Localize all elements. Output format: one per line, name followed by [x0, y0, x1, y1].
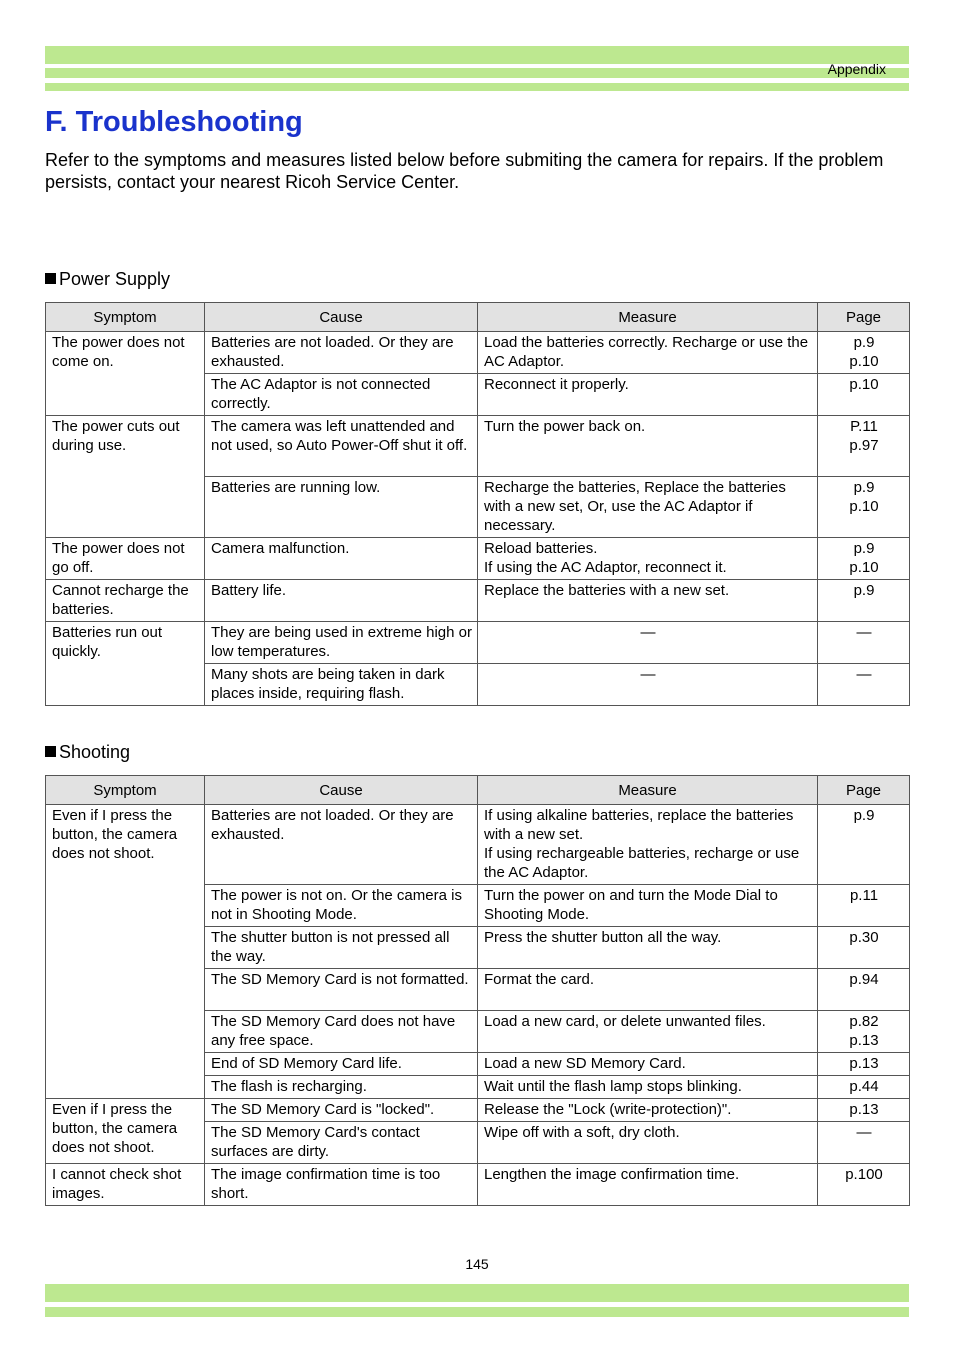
- measure-cell: Reload batteries. If using the AC Adaptor, reconnect it.: [478, 538, 818, 580]
- page-cell: —: [818, 1122, 910, 1164]
- table-row: [46, 580, 910, 622]
- table-row: [46, 538, 910, 580]
- measure-cell: Press the shutter button all the way.: [478, 927, 818, 969]
- symptom-cell: Batteries run out quickly.: [46, 622, 205, 706]
- page-cell: p.13: [818, 1099, 910, 1122]
- page-title: F. Troubleshooting: [45, 106, 303, 138]
- shooting-table: [45, 775, 910, 1206]
- measure-cell: Lengthen the image confirmation time.: [478, 1164, 818, 1206]
- header-band-top: [45, 46, 909, 64]
- cause-cell: Battery life.: [205, 580, 478, 622]
- footer-band-top: [45, 1284, 909, 1302]
- measure-cell: Wait until the flash lamp stops blinking.: [478, 1076, 818, 1099]
- cause-cell: The SD Memory Card is "locked".: [205, 1099, 478, 1122]
- page-cell: p.11: [818, 885, 910, 927]
- column-header-measure: Measure: [478, 303, 818, 332]
- column-header-page: Page: [818, 303, 910, 332]
- symptom-cell: I cannot check shot images.: [46, 1164, 205, 1206]
- page-cell: p.13: [818, 1053, 910, 1076]
- measure-cell: —: [478, 622, 818, 664]
- table-row: [46, 416, 910, 477]
- page-cell: —: [818, 664, 910, 706]
- column-header-cause: Cause: [205, 303, 478, 332]
- symptom-cell: The power does not go off.: [46, 538, 205, 580]
- measure-cell: Wipe off with a soft, dry cloth.: [478, 1122, 818, 1164]
- measure-cell: Load a new card, or delete unwanted files.: [478, 1011, 818, 1053]
- cause-cell: Batteries are not loaded. Or they are exhausted.: [205, 332, 478, 374]
- cause-cell: The image confirmation time is too short.: [205, 1164, 478, 1206]
- power-supply-table: [45, 302, 910, 706]
- measure-cell: Format the card.: [478, 969, 818, 1011]
- page-cell: P.11 p.97: [818, 416, 910, 477]
- cause-cell: They are being used in extreme high or low temperatures.: [205, 622, 478, 664]
- page-number: 145: [465, 1256, 489, 1272]
- table-header-row: [46, 776, 910, 805]
- header-band-middle: [45, 68, 909, 78]
- symptom-cell: The power cuts out during use.: [46, 416, 205, 538]
- shooting-heading-text: Shooting: [59, 742, 131, 762]
- measure-cell: —: [478, 664, 818, 706]
- header-band-bottom: [45, 83, 909, 91]
- cause-cell: The SD Memory Card does not have any free space.: [205, 1011, 478, 1053]
- measure-cell: Load the batteries correctly. Recharge or use the AC Adaptor.: [478, 332, 818, 374]
- cause-cell: The shutter button is not pressed all the way.: [205, 927, 478, 969]
- page-cell: p.9: [818, 580, 910, 622]
- intro-paragraph: Refer to the symptoms and measures listed below before submiting the camera for repairs. If the problem persists, contact your nearest Ricoh Service Center.: [45, 150, 884, 192]
- table-row: [46, 805, 910, 885]
- symptom-cell: Even if I press the button, the camera does not shoot.: [46, 1099, 205, 1164]
- table-row: [46, 1164, 910, 1206]
- symptom-cell: Even if I press the button, the camera does not shoot.: [46, 805, 205, 1099]
- cause-cell: The SD Memory Card is not formatted.: [205, 969, 478, 1011]
- cause-cell: End of SD Memory Card life.: [205, 1053, 478, 1076]
- column-header-cause: Cause: [205, 776, 478, 805]
- page-cell: p.94: [818, 969, 910, 1011]
- column-header-measure: Measure: [478, 776, 818, 805]
- symptom-cell: The power does not come on.: [46, 332, 205, 416]
- column-header-symptom: Symptom: [46, 776, 205, 805]
- page-cell: p.9 p.10: [818, 538, 910, 580]
- measure-cell: Release the "Lock (write-protection)".: [478, 1099, 818, 1122]
- page-cell: —: [818, 622, 910, 664]
- page-cell: p.30: [818, 927, 910, 969]
- measure-cell: If using alkaline batteries, replace the batteries with a new set. If using rechargeable batteries, recharge or use the AC Adaptor.: [478, 805, 818, 885]
- page-cell: p.9 p.10: [818, 332, 910, 374]
- page-cell: p.9: [818, 805, 910, 885]
- shooting-heading: [45, 742, 130, 763]
- measure-cell: Load a new SD Memory Card.: [478, 1053, 818, 1076]
- cause-cell: Batteries are not loaded. Or they are exhausted.: [205, 805, 478, 885]
- cause-cell: Many shots are being taken in dark places inside, requiring flash.: [205, 664, 478, 706]
- cause-cell: The AC Adaptor is not connected correctly.: [205, 374, 478, 416]
- table-row: [46, 1099, 910, 1122]
- bullet-square-icon: [45, 746, 56, 757]
- page-cell: p.44: [818, 1076, 910, 1099]
- footer-band-bottom: [45, 1307, 909, 1317]
- measure-cell: Replace the batteries with a new set.: [478, 580, 818, 622]
- measure-cell: Recharge the batteries, Replace the batteries with a new set, Or, use the AC Adaptor if necessary.: [478, 477, 818, 538]
- measure-cell: Turn the power back on.: [478, 416, 818, 477]
- page-cell: p.9 p.10: [818, 477, 910, 538]
- page-cell: p.82 p.13: [818, 1011, 910, 1053]
- symptom-cell: Cannot recharge the batteries.: [46, 580, 205, 622]
- table-header-row: [46, 303, 910, 332]
- table-row: [46, 622, 910, 664]
- column-header-symptom: Symptom: [46, 303, 205, 332]
- bullet-square-icon: [45, 273, 56, 284]
- page-cell: p.100: [818, 1164, 910, 1206]
- measure-cell: Turn the power on and turn the Mode Dial to Shooting Mode.: [478, 885, 818, 927]
- column-header-page: Page: [818, 776, 910, 805]
- power-supply-heading-text: Power Supply: [59, 269, 171, 289]
- cause-cell: The camera was left unattended and not used, so Auto Power-Off shut it off.: [205, 416, 478, 477]
- cause-cell: Camera malfunction.: [205, 538, 478, 580]
- cause-cell: Batteries are running low.: [205, 477, 478, 538]
- table-row: [46, 332, 910, 374]
- cause-cell: The SD Memory Card's contact surfaces are dirty.: [205, 1122, 478, 1164]
- power-supply-heading: [45, 269, 170, 290]
- section-label: Appendix: [827, 61, 886, 77]
- cause-cell: The power is not on. Or the camera is not in Shooting Mode.: [205, 885, 478, 927]
- cause-cell: The flash is recharging.: [205, 1076, 478, 1099]
- measure-cell: Reconnect it properly.: [478, 374, 818, 416]
- page-cell: p.10: [818, 374, 910, 416]
